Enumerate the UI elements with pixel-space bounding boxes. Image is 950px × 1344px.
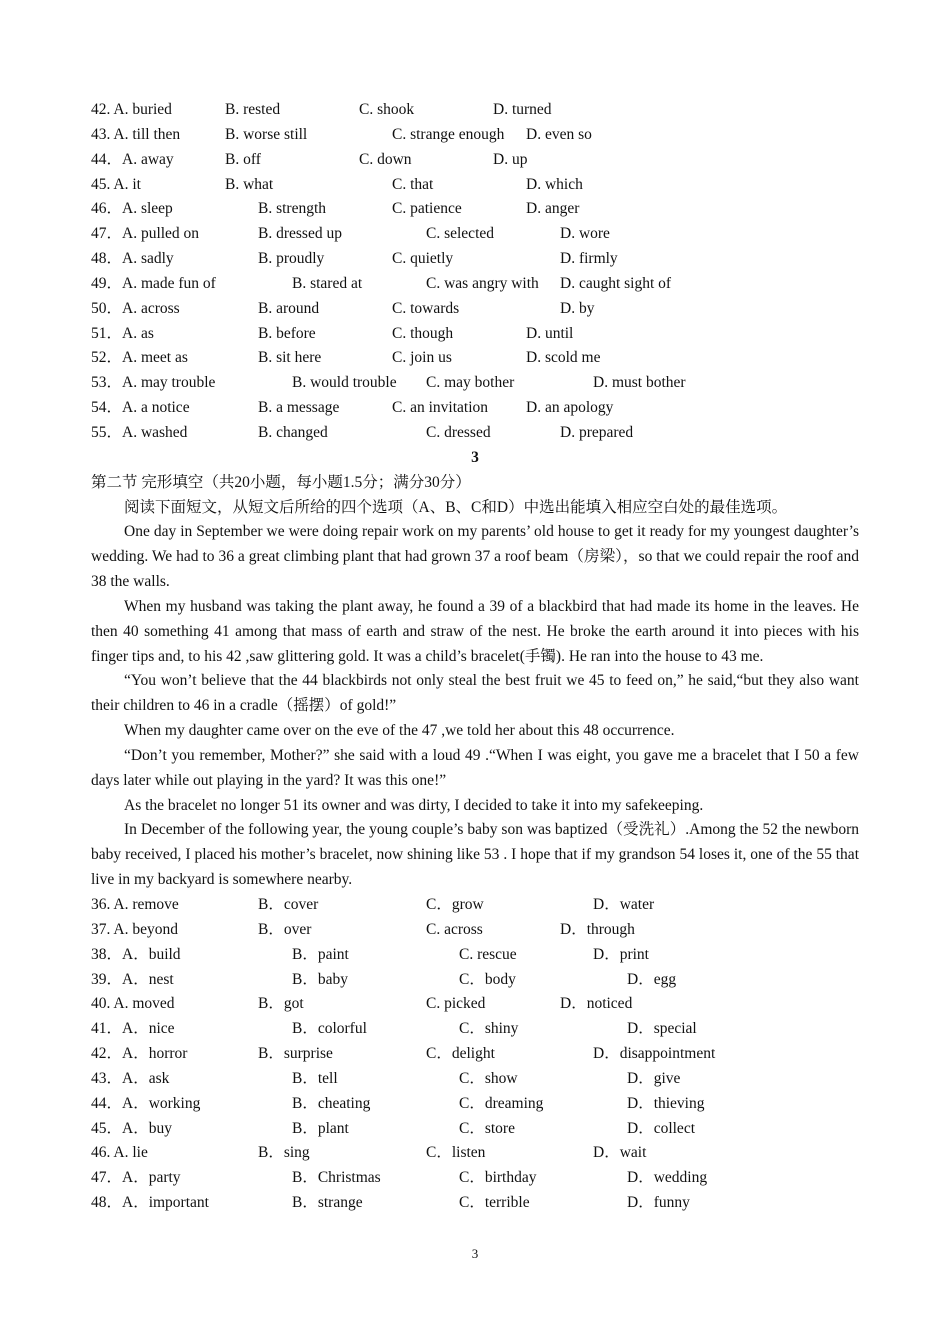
top-question-list (91, 98, 859, 446)
question-row (91, 197, 859, 222)
instruction-text: 阅读下面短文，从短文后所给的四个选项（A、B、C和D）中选出能填入相应空白处的最佳选项。 (124, 498, 788, 516)
question-row (91, 893, 859, 918)
passage-paragraph: As the bracelet no longer 51 its owner and was dirty, I decided to take it into my safekeeping. (124, 796, 704, 814)
question-option-a: 46. A. lie (91, 1144, 148, 1162)
passage-paragraph: “You won’t believe that the 44 blackbirds not only steal the best fruit we 45 to feed on,” he said,“but they also want their children to 46 in a cradle（摇摆）of gold!” (91, 672, 859, 715)
question-option-d: D．disappointment (593, 1045, 716, 1063)
question-option-d: D．print (593, 945, 649, 963)
question-option-d: D. up (493, 150, 528, 168)
question-option-a: 39．A．nest (91, 970, 174, 988)
question-row (91, 968, 859, 993)
question-option-d: D. turned (493, 101, 552, 118)
question-option-b: B. a message (258, 399, 340, 417)
question-option-d: D. until (526, 324, 574, 342)
question-row (91, 247, 859, 272)
question-row (91, 1166, 859, 1191)
question-option-d: D. which (526, 175, 583, 193)
question-option-d: D. by (560, 299, 595, 317)
cloze-passage (91, 520, 859, 893)
question-option-c: C．listen (426, 1144, 486, 1162)
question-option-d: D. wore (560, 225, 610, 243)
question-option-c: C. join us (392, 349, 452, 367)
question-option-a: 44．A．working (91, 1094, 201, 1112)
question-option-c: C．store (459, 1119, 515, 1137)
question-option-a: 46．A. sleep (91, 200, 173, 218)
question-option-a: 48．A．important (91, 1194, 209, 1212)
question-option-c: C. across (426, 920, 483, 938)
question-option-b: B. changed (258, 423, 328, 441)
question-option-d: D. scold me (526, 349, 601, 367)
question-row (91, 1042, 859, 1067)
question-option-a: 43. A. till then (91, 125, 181, 143)
question-option-a: 53．A. may trouble (91, 374, 216, 392)
question-option-b: B. dressed up (258, 225, 342, 243)
question-option-a: 54．A. a notice (91, 399, 190, 417)
question-option-c: C. was angry with (426, 274, 539, 292)
question-option-b: B．tell (292, 1069, 338, 1087)
question-option-b: B. around (258, 299, 320, 317)
question-option-b: B. stared at (292, 274, 363, 292)
question-option-d: D. must bother (593, 374, 686, 392)
question-option-d: D．collect (627, 1119, 696, 1137)
question-option-c: C. picked (426, 995, 486, 1013)
question-option-a: 47．A. pulled on (91, 225, 200, 243)
question-option-a: 48．A. sadly (91, 250, 174, 268)
question-option-d: D．funny (627, 1194, 690, 1212)
question-option-c: C. shook (359, 101, 415, 118)
question-row (91, 322, 859, 347)
question-row (91, 1141, 859, 1166)
passage-paragraph: In December of the following year, the young couple’s baby son was baptized（受洗礼）.Among the 52 the newborn baby received, I placed his mother’s bracelet, now shining like 53 . I hope that if my grandson 54 loses it, one of the 55 that live in my backyard is somewhere nearby. (91, 821, 859, 889)
question-option-b: B．colorful (292, 1020, 367, 1038)
section-title: 第二节 完形填空（共20小题，每小题1.5分；满分30分） (91, 473, 471, 491)
question-row (91, 1191, 859, 1216)
question-option-d: D．special (627, 1020, 697, 1038)
question-option-b: B. rested (225, 101, 281, 118)
question-option-a: 38．A．build (91, 945, 181, 963)
question-option-b: B．surprise (258, 1045, 333, 1063)
question-option-b: B. what (225, 175, 274, 193)
question-option-c: C. that (392, 175, 434, 193)
question-option-a: 42．A．horror (91, 1045, 188, 1063)
question-option-d: D．give (627, 1069, 681, 1087)
question-option-c: C. patience (392, 200, 462, 218)
question-option-a: 45．A．buy (91, 1119, 172, 1137)
question-row (91, 272, 859, 297)
question-option-c: C. dressed (426, 423, 491, 441)
question-option-c: C．birthday (459, 1169, 537, 1187)
question-row (91, 1017, 859, 1042)
question-option-c: C. though (392, 324, 454, 342)
question-option-b: B. off (225, 150, 261, 168)
question-row (91, 346, 859, 371)
section-number: 3 (471, 448, 479, 466)
question-option-a: 47．A．party (91, 1169, 181, 1187)
question-option-c: C．body (459, 970, 516, 988)
question-option-b: B．over (258, 920, 312, 938)
question-row (91, 173, 859, 198)
passage-paragraph: “Don’t you remember, Mother?” she said with a loud 49 .“When I was eight, you gave me a bracelet that I 50 a few days later while out playing in the yard? It was this one!” (91, 746, 859, 789)
question-option-b: B．sing (258, 1144, 310, 1162)
question-option-a: 44．A. away (91, 150, 174, 168)
question-option-c: C．terrible (459, 1194, 530, 1212)
question-option-a: 41．A．nice (91, 1020, 175, 1038)
question-row (91, 148, 859, 173)
question-option-a: 42. A. buried (91, 101, 172, 118)
question-option-d: D. anger (526, 200, 580, 218)
question-option-c: C．show (459, 1069, 518, 1087)
question-option-c: C. selected (426, 225, 495, 243)
question-option-c: C. quietly (392, 250, 454, 268)
question-option-a: 49．A. made fun of (91, 274, 216, 292)
bottom-question-list (91, 893, 859, 1216)
question-option-a: 51．A. as (91, 324, 154, 342)
question-option-c: C. down (359, 150, 412, 168)
question-option-a: 43．A．ask (91, 1069, 170, 1087)
question-row (91, 371, 859, 396)
question-option-c: C. rescue (459, 945, 517, 963)
question-row (91, 421, 859, 446)
question-option-c: C. may bother (426, 374, 515, 392)
question-option-d: D．egg (627, 970, 677, 988)
question-option-c: C．dreaming (459, 1094, 544, 1112)
question-option-d: D．noticed (560, 995, 633, 1013)
question-option-d: D．wedding (627, 1169, 708, 1187)
question-option-c: C．delight (426, 1045, 495, 1063)
question-option-b: B．baby (292, 970, 348, 988)
question-row (91, 1117, 859, 1142)
question-option-a: 50．A. across (91, 299, 180, 317)
question-row (91, 1092, 859, 1117)
passage-paragraph: One day in September we were doing repair work on my parents’ old house to get it ready for my youngest daughter’s wedding. We had to 36 a great climbing plant that had grown 37 a roof beam（房梁），so that we could repair the roof and 38 the walls. (91, 523, 859, 591)
question-option-b: B．cheating (292, 1094, 371, 1112)
question-option-b: B．plant (292, 1119, 349, 1137)
question-option-d: D．wait (593, 1144, 647, 1162)
question-option-b: B. would trouble (292, 374, 397, 392)
question-row (91, 918, 859, 943)
question-option-c: C．grow (426, 896, 484, 913)
question-option-a: 37. A. beyond (91, 920, 178, 938)
document-page (91, 98, 859, 1216)
question-option-d: D．thieving (627, 1094, 705, 1112)
question-row (91, 222, 859, 247)
question-option-c: C．shiny (459, 1020, 519, 1038)
question-option-a: 55．A. washed (91, 423, 188, 441)
question-option-d: D. caught sight of (560, 274, 672, 292)
question-option-b: B. sit here (258, 349, 322, 367)
question-option-a: 52．A. meet as (91, 349, 188, 367)
page-number: 3 (471, 1246, 479, 1261)
question-option-b: B．got (258, 995, 304, 1013)
question-row (91, 943, 859, 968)
question-option-d: D．water (593, 896, 655, 913)
question-option-d: D. an apology (526, 399, 614, 417)
question-option-d: D. firmly (560, 250, 618, 268)
question-option-a: 45. A. it (91, 175, 141, 193)
passage-paragraph: When my husband was taking the plant away, he found a 39 of a blackbird that had made its home in the leaves. He then 40 something 41 among that mass of earth and straw of the nest. He broke the earth around it into pieces with his finger tips and, to his 42 ,saw glittering gold. It was a child’s bracelet(手镯). He ran into the house to 43 me. (91, 597, 859, 665)
question-row (91, 123, 859, 148)
question-option-b: B．cover (258, 896, 319, 913)
question-option-d: D. prepared (560, 423, 634, 441)
question-option-b: B．Christmas (292, 1169, 381, 1187)
question-row (91, 396, 859, 421)
question-option-b: B. before (258, 324, 316, 342)
question-option-d: D．through (560, 920, 635, 938)
question-option-b: B. worse still (225, 125, 308, 143)
question-option-c: C. strange enough (392, 125, 505, 143)
question-row (91, 297, 859, 322)
question-option-b: B. proudly (258, 250, 325, 268)
question-row (91, 1067, 859, 1092)
question-option-d: D. even so (526, 125, 592, 143)
question-row (91, 98, 859, 123)
question-option-b: B．strange (292, 1194, 363, 1212)
passage-paragraph: When my daughter came over on the eve of the 47 ,we told her about this 48 occurrence. (124, 722, 675, 740)
question-option-c: C. towards (392, 299, 460, 317)
question-option-b: B. strength (258, 200, 327, 218)
question-row (91, 992, 859, 1017)
question-option-b: B．paint (292, 945, 349, 963)
question-option-a: 36. A. remove (91, 896, 179, 913)
question-option-c: C. an invitation (392, 399, 489, 417)
question-option-a: 40. A. moved (91, 995, 175, 1013)
